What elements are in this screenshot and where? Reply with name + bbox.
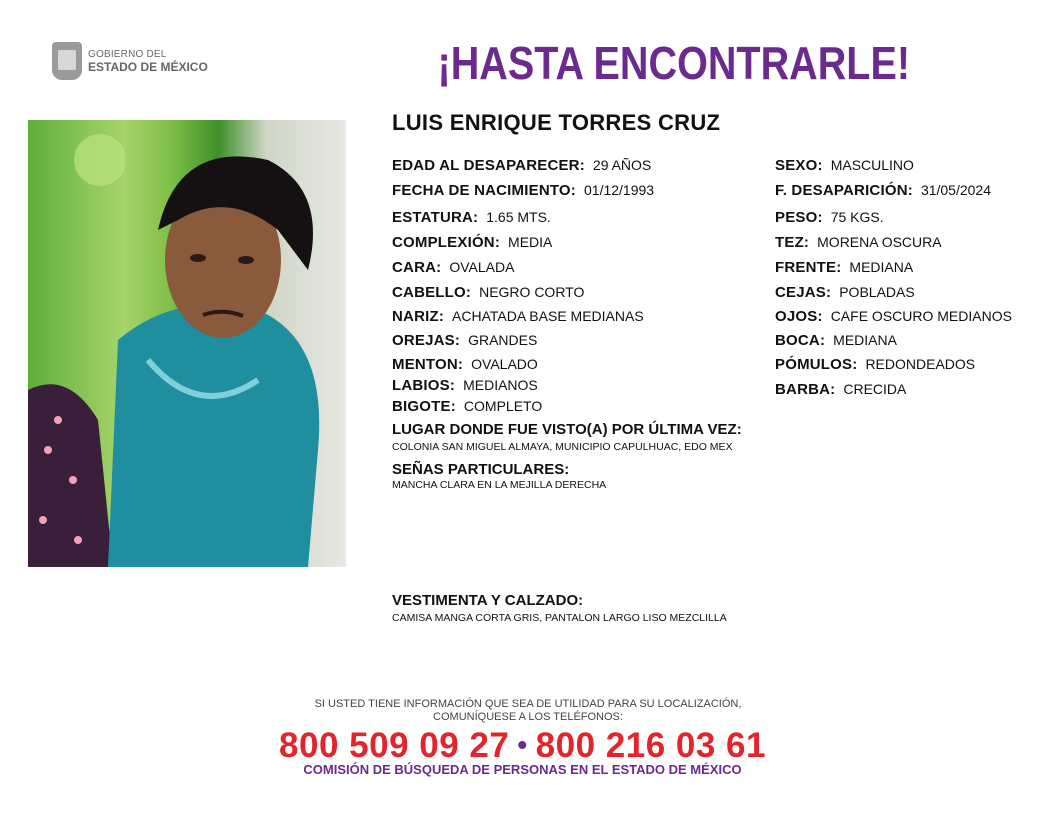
field-row: [392, 377, 538, 394]
field-row: [392, 332, 537, 349]
field-value: CRECIDA: [843, 381, 907, 397]
missing-person-photo: [28, 120, 346, 567]
field-value: 29 AÑOS: [592, 157, 652, 173]
field-label: MENTON:: [392, 356, 464, 373]
field-label: COMPLEXIÓN:: [392, 234, 501, 251]
phone-1[interactable]: 800 509 09 27: [279, 726, 510, 765]
field-row: [392, 398, 542, 415]
field-row: [392, 234, 552, 251]
field-value: MEDIA: [508, 234, 553, 250]
person-name: LUIS ENRIQUE TORRES CRUZ: [392, 110, 721, 135]
commission-name: COMISIÓN DE BÚSQUEDA DE PERSONAS EN EL ESTADO DE MÉXICO: [303, 762, 742, 777]
field-value: OVALADA: [449, 259, 515, 275]
poster-title: ¡HASTA ENCONTRARLE!: [437, 37, 911, 89]
field-row: [392, 259, 514, 276]
field-value: MEDIANOS: [463, 377, 538, 393]
particular-marks-value: MANCHA CLARA EN LA MEJILLA DERECHA: [392, 479, 607, 491]
field-value: NEGRO CORTO: [479, 284, 585, 300]
field-value: 1.65 MTS.: [486, 209, 551, 225]
field-row: [775, 284, 915, 301]
field-label: F. DESAPARICIÓN:: [775, 182, 913, 199]
field-value: GRANDES: [468, 332, 538, 348]
government-logo: [52, 42, 208, 80]
field-label: CEJAS:: [775, 284, 832, 301]
field-value: 31/05/2024: [920, 182, 992, 198]
field-label: EDAD AL DESAPARECER:: [392, 157, 585, 174]
field-value: REDONDEADOS: [865, 356, 976, 372]
field-row: [392, 284, 584, 301]
field-row: [775, 332, 897, 349]
field-label: NARIZ:: [392, 308, 445, 325]
field-row: [775, 182, 991, 199]
field-value: CAFE OSCURO MEDIANOS: [830, 308, 1012, 324]
field-label: BOCA:: [775, 332, 826, 349]
field-row: [392, 157, 651, 174]
field-label: SEXO:: [775, 157, 823, 174]
field-value: MEDIANA: [849, 259, 914, 275]
field-label: FECHA DE NACIMIENTO:: [392, 182, 576, 199]
field-row: [392, 209, 551, 226]
field-label: FRENTE:: [775, 259, 842, 276]
field-value: ACHATADA BASE MEDIANAS: [452, 308, 644, 324]
field-row: [392, 308, 644, 325]
field-label: CARA:: [392, 259, 442, 276]
field-value: MORENA OSCURA: [817, 234, 942, 250]
field-value: MEDIANA: [833, 332, 897, 348]
field-row: [775, 308, 1012, 325]
field-row: [392, 356, 538, 373]
separator-dot: •: [517, 729, 528, 760]
clothing-label: VESTIMENTA Y CALZADO:: [392, 592, 584, 609]
phone-2[interactable]: 800 216 03 61: [535, 726, 766, 765]
field-label: TEZ:: [775, 234, 810, 251]
coat-of-arms-icon: [52, 42, 82, 80]
field-value: 01/12/1993: [584, 182, 655, 198]
field-value: OVALADO: [471, 356, 538, 372]
field-value: 75 KGS.: [830, 209, 884, 225]
info-line2: COMUNÍQUESE A LOS TELÉFONOS:: [433, 711, 623, 723]
field-value: COMPLETO: [463, 398, 543, 414]
field-row: [775, 381, 906, 398]
field-label: CABELLO:: [392, 284, 472, 301]
field-label: ESTATURA:: [392, 209, 479, 226]
logo-line1: GOBIERNO DEL: [88, 48, 167, 60]
info-line1: SI USTED TIENE INFORMACIÓN QUE SEA DE UTILIDAD PARA SU LOCALIZACIÓN,: [314, 698, 742, 710]
clothing-value: CAMISA MANGA CORTA GRIS, PANTALON LARGO LISO MEZCLILLA: [392, 612, 727, 624]
last-seen-label: LUGAR DONDE FUE VISTO(A) POR ÚLTIMA VEZ:: [392, 421, 742, 438]
field-label: OREJAS:: [392, 332, 461, 349]
field-row: [775, 356, 975, 373]
field-label: LABIOS:: [392, 377, 456, 394]
phone-numbers: [0, 726, 1045, 766]
last-seen-value: COLONIA SAN MIGUEL ALMAYA, MUNICIPIO CAPULHUAC, EDO MEX: [392, 441, 733, 453]
field-label: OJOS:: [775, 308, 823, 325]
field-value: POBLADAS: [839, 284, 915, 300]
field-value: MASCULINO: [830, 157, 914, 173]
field-row: [775, 234, 942, 251]
field-row: [775, 259, 913, 276]
particular-marks-label: SEÑAS PARTICULARES:: [392, 461, 570, 478]
field-row: [392, 182, 654, 199]
field-label: PESO:: [775, 209, 823, 226]
logo-line2: ESTADO DE MÉXICO: [88, 59, 208, 74]
field-label: BARBA:: [775, 381, 836, 398]
field-row: [775, 209, 884, 226]
field-label: PÓMULOS:: [775, 356, 858, 373]
field-row: [775, 157, 914, 174]
field-label: BIGOTE:: [392, 398, 456, 415]
